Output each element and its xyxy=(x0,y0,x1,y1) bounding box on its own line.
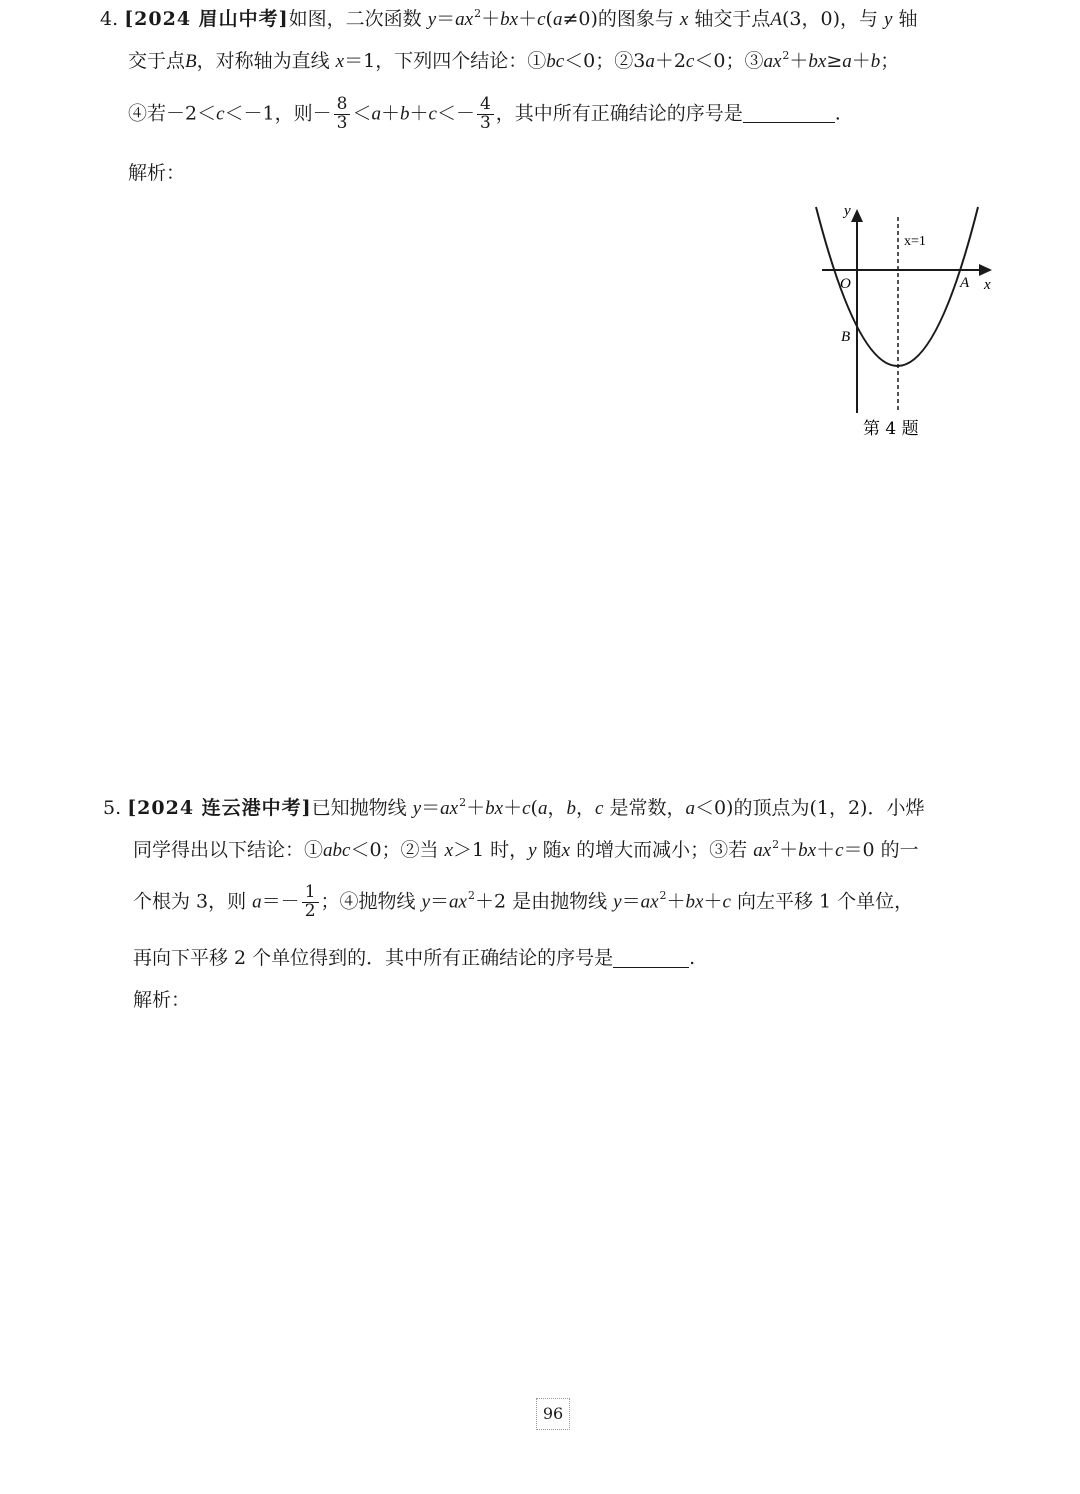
q4-source: [2024 眉山中考] xyxy=(124,8,289,30)
x-axis-arrow xyxy=(979,264,992,276)
page-number: 96 xyxy=(536,1398,570,1430)
q4-analysis-label: 解析： xyxy=(128,162,186,184)
symmetry-axis-label: x=1 xyxy=(904,234,926,249)
q5-number: 5. xyxy=(103,797,122,819)
q5-line-1: 5. [2024 连云港中考]已知抛物线 $y=ax^2+bx+c(a$，b，c 是常数，a＜0)的顶点为(1，2)．小烨 xyxy=(103,796,925,819)
fraction-4-3: $\frac{4}{3}$ xyxy=(477,96,494,133)
fraction-1-2: $\frac{1}{2}$ xyxy=(302,884,319,921)
x-axis-label: x xyxy=(984,277,991,293)
q4-line-2: 交于点B，对称轴为直线 x＝1，下列四个结论：①bc＜0；②3a＋2c＜0；$③ax^2+bx\ge a+b$； xyxy=(128,49,900,72)
q4-answer-blank[interactable] xyxy=(743,122,835,123)
y-axis-label: y xyxy=(844,203,851,219)
point-b-label: B xyxy=(841,329,851,345)
origin-label: O xyxy=(840,276,851,292)
q5-line-4: 再向下平移 2 个单位得到的．其中所有正确结论的序号是 . xyxy=(133,947,696,969)
q5-answer-blank[interactable] xyxy=(613,967,689,968)
q4-number: 4. xyxy=(100,8,119,30)
q5-line-2: 同学得出以下结论：①abc＜0；②当 x＞1 时，y 随x 的增大而减小；③若 $ax^2+bx+c=0$ 的一 xyxy=(133,838,919,861)
fraction-8-3: $\frac{8}{3}$ xyxy=(334,96,351,133)
q4-line-1: 4. [2024 眉山中考]如图，二次函数 $y=ax^2+bx+c(a\ne 0)$的图象与 x 轴交于点A(3，0)，与 y 轴 xyxy=(100,7,918,30)
q4-parabola-figure xyxy=(800,195,1010,445)
q5-source: [2024 连云港中考] xyxy=(127,797,312,819)
q5-line-3: 个根为 3，则 a＝－ $\frac{1}{2}$ ；④抛物线 $y=ax^2+2$ 是由抛物线 $y=ax^2+bx+c$ 向左平移 1 个单位， xyxy=(133,882,914,921)
y-axis-arrow xyxy=(851,209,863,222)
figure-caption: 第 4 题 xyxy=(863,419,919,439)
point-a-label: A xyxy=(960,275,970,291)
q4-line-3: ④若－2＜c＜－1，则－ $\frac{8}{3}$ ＜a＋b＋c＜－ $\frac{4}{3}$ ，其中所有正确结论的序号是 . xyxy=(128,94,841,133)
q5-analysis-label: 解析： xyxy=(133,989,191,1011)
